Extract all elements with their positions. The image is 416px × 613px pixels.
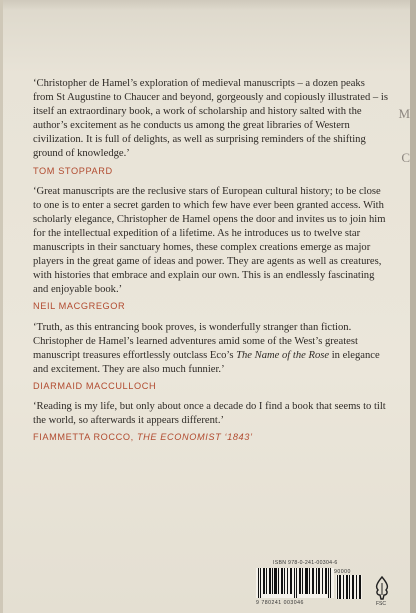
quote-rocco: [33, 400, 388, 444]
quote-macculloch: [33, 321, 388, 393]
barcode-addon-number: 90000: [334, 569, 351, 575]
barcode-bars-icon: [256, 568, 334, 598]
book-title-italic: The Name of the Rose: [236, 349, 330, 361]
quote-attribution: DIARMAID MACCULLOCH: [33, 380, 157, 391]
attribution-publication: THE ECONOMIST ‘1843’: [136, 432, 253, 443]
quote-attribution: TOM STOPPARD: [33, 165, 113, 176]
review-quotes: [33, 77, 388, 451]
quote-attribution: NEIL MACGREGOR: [33, 301, 126, 312]
fsc-label: FSC: [376, 601, 386, 607]
quote-macgregor: [33, 185, 388, 314]
spine-letter-top: M: [398, 106, 410, 121]
attribution-author: FIAMMETTA ROCCO,: [33, 432, 137, 443]
barcode-addon: [334, 568, 362, 599]
barcode-addon-bars-icon: [336, 575, 362, 599]
quote-attribution: [33, 430, 388, 444]
fsc-tree-logo-icon: [371, 575, 393, 601]
barcode-row: [256, 568, 366, 599]
quote-text-part: in elegance and excitement. They are also much funnier.’: [33, 349, 380, 375]
quote-text-part: ‘Truth, as this entrancing book proves, is wonderfully stranger than fiction. Christopher de Hamel’s learned adventures amid some of the West’s greatest manuscript treasures effortlessly outclass Eco’s: [33, 321, 358, 361]
quote-text: [33, 321, 388, 377]
isbn-label: ISBN 978-0-241-00304-6: [273, 560, 338, 566]
quote-text: ‘Reading is my life, but only about once a decade do I find a book that seems to tilt the world, so afterwards it appears different.’: [33, 400, 386, 427]
spine-letter-bottom: C: [401, 150, 410, 165]
isbn-barcode: [256, 560, 366, 606]
cover-top-edge: [3, 0, 410, 10]
quote-stoppard: [33, 77, 388, 178]
barcode-number: 9 780241 003046: [256, 600, 304, 606]
quote-text: ‘Christopher de Hamel’s exploration of medieval manuscripts – a dozen peaks from St Augustine to Chaucer and beyond, gorgeously and copiously illustrated – is itself an extraordinary book, a work of scholarship and history salted with the author’s excitement as he conducts us among the great libraries of Western civilization. It is full of delights, as well as surprising reminders of the shifting ground of knowledge.’: [33, 78, 388, 160]
quote-text: ‘Great manuscripts are the reclusive stars of European cultural history; to be close to one is to enter a secret garden to which few have ever been granted access. With scholarly elegance, Christopher de Hamel opens the door and invites us to join him for the intellectual expedition of a lifetime. As he introduces us to twelve star manuscripts in their sanctuary homes, these complex creations emerge as major players in the great game of ideas and power. They are agents as well as creatures, with histories that embrace and explain our own. This is an endlessly fascinating and enjoyable book.’: [33, 185, 386, 296]
